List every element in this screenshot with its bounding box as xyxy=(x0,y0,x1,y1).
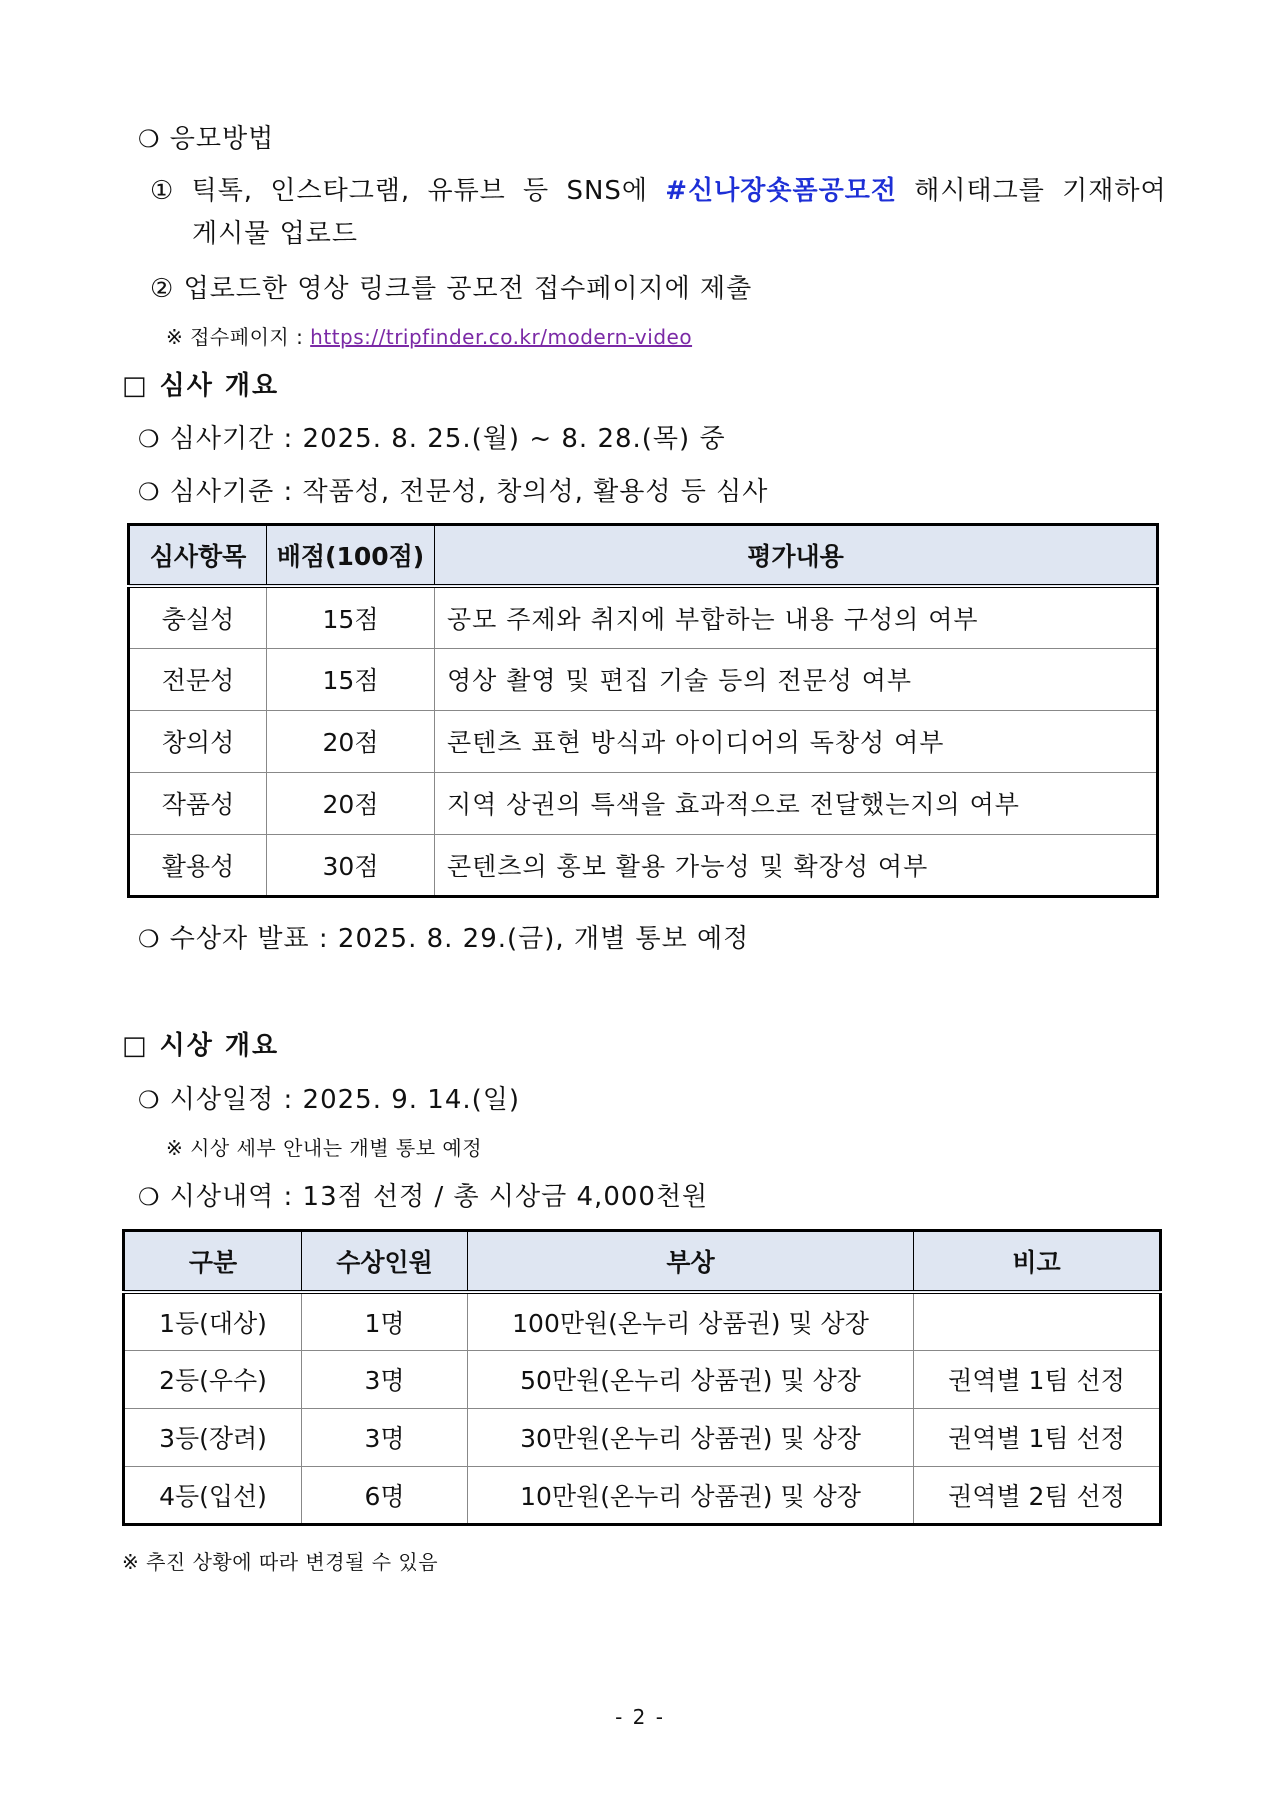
award-section-title xyxy=(122,1025,279,1062)
award-table xyxy=(122,1229,1162,1526)
award-date: 시상일정 : 2025. 9. 14.(일) xyxy=(169,1085,521,1115)
award-remark: 권역별 1팀 선정 xyxy=(914,1350,1161,1408)
circle-bullet-icon: ❍ xyxy=(138,925,161,953)
criteria-description: 콘텐츠의 홍보 활용 가능성 및 확장성 여부 xyxy=(435,834,1158,896)
award-remark xyxy=(914,1292,1161,1350)
award-rank: 1등(대상) xyxy=(124,1292,302,1350)
award-heading: 시상 개요 xyxy=(159,1031,280,1061)
footnote: ※ 추진 상황에 따라 변경될 수 있음 xyxy=(122,1550,439,1574)
review-heading: 심사 개요 xyxy=(159,371,280,401)
column-header: 심사항목 xyxy=(129,525,267,587)
review-criteria-table xyxy=(127,523,1159,898)
square-icon: □ xyxy=(122,1031,149,1061)
award-rank: 4등(입선) xyxy=(124,1466,302,1524)
apply-heading-line xyxy=(138,118,274,155)
award-detail-line xyxy=(138,1176,708,1213)
table-header-row xyxy=(124,1231,1161,1293)
criteria-description: 콘텐츠 표현 방식과 아이디어의 독창성 여부 xyxy=(435,710,1158,772)
award-date-line xyxy=(138,1079,520,1116)
submission-link[interactable]: https://tripfinder.co.kr/modern-video xyxy=(310,325,693,349)
column-header: 배점(100점) xyxy=(267,525,435,587)
award-count: 3명 xyxy=(302,1408,468,1466)
table-row xyxy=(124,1350,1161,1408)
review-period-line xyxy=(138,418,726,455)
step-1-text-pre: 틱톡, 인스타그램, 유튜브 등 SNS에 xyxy=(191,176,649,206)
page-number: - 2 - xyxy=(615,1705,665,1729)
column-header: 수상인원 xyxy=(302,1231,468,1293)
award-prize: 50만원(온누리 상품권) 및 상장 xyxy=(468,1350,914,1408)
criteria-score: 20점 xyxy=(267,710,435,772)
table-row xyxy=(129,586,1158,648)
step-1-continuation: 게시물 업로드 xyxy=(192,219,358,249)
review-period: 심사기간 : 2025. 8. 25.(월) ~ 8. 28.(목) 중 xyxy=(169,424,726,454)
column-header: 평가내용 xyxy=(435,525,1158,587)
criteria-score: 15점 xyxy=(267,586,435,648)
criteria-item: 활용성 xyxy=(129,834,267,896)
table-row xyxy=(124,1292,1161,1350)
apply-step-1 xyxy=(150,170,1167,207)
criteria-score: 30점 xyxy=(267,834,435,896)
table-row xyxy=(129,710,1158,772)
review-criteria: 심사기준 : 작품성, 전문성, 창의성, 활용성 등 심사 xyxy=(169,477,769,507)
step-2-text: 업로드한 영상 링크를 공모전 접수페이지에 제출 xyxy=(183,274,753,304)
step-1-number: ① xyxy=(150,176,175,206)
award-prize: 100만원(온누리 상품권) 및 상장 xyxy=(468,1292,914,1350)
award-rank: 2등(우수) xyxy=(124,1350,302,1408)
criteria-item: 충실성 xyxy=(129,586,267,648)
award-count: 6명 xyxy=(302,1466,468,1524)
apply-heading: 응모방법 xyxy=(169,124,275,154)
column-header: 부상 xyxy=(468,1231,914,1293)
announce-line xyxy=(138,918,749,955)
circle-bullet-icon: ❍ xyxy=(138,478,161,506)
table-row xyxy=(124,1408,1161,1466)
step-2-number: ② xyxy=(150,274,175,304)
award-rank: 3등(장려) xyxy=(124,1408,302,1466)
table-row xyxy=(129,834,1158,896)
criteria-item: 창의성 xyxy=(129,710,267,772)
submission-note-label: ※ 접수페이지 : xyxy=(166,325,304,349)
criteria-description: 영상 촬영 및 편집 기술 등의 전문성 여부 xyxy=(435,648,1158,710)
table-row xyxy=(124,1466,1161,1524)
circle-bullet-icon: ❍ xyxy=(138,425,161,453)
award-count: 3명 xyxy=(302,1350,468,1408)
criteria-score: 20점 xyxy=(267,772,435,834)
criteria-description: 지역 상권의 특색을 효과적으로 전달했는지의 여부 xyxy=(435,772,1158,834)
hashtag-text: #신나장숏폼공모전 xyxy=(665,176,897,206)
criteria-item: 전문성 xyxy=(129,648,267,710)
winner-announcement: 수상자 발표 : 2025. 8. 29.(금), 개별 통보 예정 xyxy=(169,924,750,954)
step-1-text-post: 해시태그를 기재하여 xyxy=(914,176,1167,206)
award-detail: 시상내역 : 13점 선정 / 총 시상금 4,000천원 xyxy=(169,1182,709,1212)
column-header: 구분 xyxy=(124,1231,302,1293)
table-header-row xyxy=(129,525,1158,587)
award-remark: 권역별 1팀 선정 xyxy=(914,1408,1161,1466)
award-prize: 10만원(온누리 상품권) 및 상장 xyxy=(468,1466,914,1524)
criteria-item: 작품성 xyxy=(129,772,267,834)
award-remark: 권역별 2팀 선정 xyxy=(914,1466,1161,1524)
criteria-description: 공모 주제와 취지에 부합하는 내용 구성의 여부 xyxy=(435,586,1158,648)
apply-step-2 xyxy=(150,268,752,305)
submission-note xyxy=(166,321,692,350)
circle-bullet-icon: ❍ xyxy=(138,125,161,153)
award-prize: 30만원(온누리 상품권) 및 상장 xyxy=(468,1408,914,1466)
table-row xyxy=(129,772,1158,834)
square-icon: □ xyxy=(122,371,149,401)
award-count: 1명 xyxy=(302,1292,468,1350)
circle-bullet-icon: ❍ xyxy=(138,1183,161,1211)
review-criteria-line xyxy=(138,471,768,508)
award-date-note: ※ 시상 세부 안내는 개별 통보 예정 xyxy=(166,1136,483,1160)
table-row xyxy=(129,648,1158,710)
circle-bullet-icon: ❍ xyxy=(138,1086,161,1114)
criteria-score: 15점 xyxy=(267,648,435,710)
column-header: 비고 xyxy=(914,1231,1161,1293)
review-section-title xyxy=(122,365,279,402)
